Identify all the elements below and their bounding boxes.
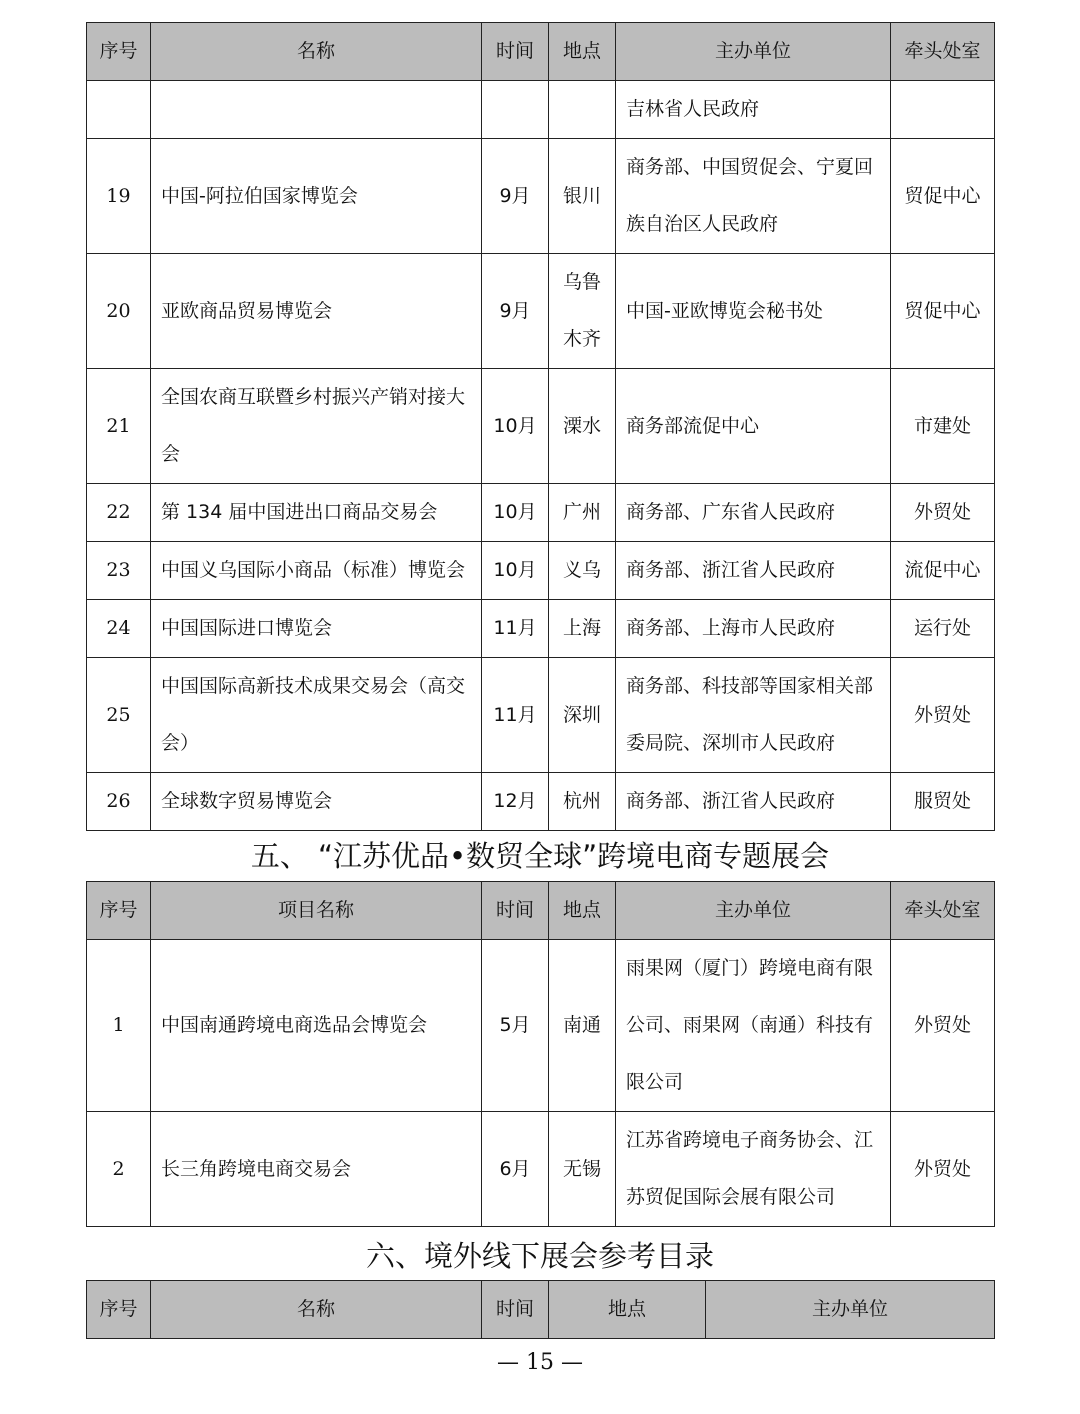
table-row [87, 658, 995, 773]
cell-host: 商务部、浙江省人民政府 [616, 773, 891, 831]
header-time: 时间 [482, 1281, 549, 1339]
table-row [87, 484, 995, 542]
overseas-exhibition-table [86, 1280, 995, 1339]
cell-name: 中国国际进口博览会 [151, 600, 482, 658]
cell-lead: 市建处 [891, 369, 995, 484]
cell-lead: 外贸处 [891, 940, 995, 1112]
cell-place: 杭州 [549, 773, 616, 831]
cell-place: 广州 [549, 484, 616, 542]
cell-place: 银川 [549, 139, 616, 254]
cell-name: 中国南通跨境电商选品会博览会 [151, 940, 482, 1112]
cell-time: 10月 [482, 484, 549, 542]
cell-no: 20 [87, 254, 151, 369]
cell-host: 江苏省跨境电子商务协会、江苏贸促国际会展有限公司 [616, 1112, 891, 1227]
cell-time: 9月 [482, 139, 549, 254]
cell-name: 中国国际高新技术成果交易会（高交会） [151, 658, 482, 773]
header-host: 主办单位 [616, 23, 891, 81]
cross-border-ecommerce-table [86, 881, 995, 1227]
header-host: 主办单位 [706, 1281, 995, 1339]
table-row [87, 1112, 995, 1227]
cell-host: 商务部、浙江省人民政府 [616, 542, 891, 600]
cell-no: 2 [87, 1112, 151, 1227]
cell-no: 26 [87, 773, 151, 831]
table-header-row [87, 1281, 995, 1339]
cell-host: 商务部、广东省人民政府 [616, 484, 891, 542]
table-row [87, 542, 995, 600]
cell-host: 商务部、中国贸促会、宁夏回族自治区人民政府 [616, 139, 891, 254]
cell-place: 义乌 [549, 542, 616, 600]
cell-time: 5月 [482, 940, 549, 1112]
cell-place: 深圳 [549, 658, 616, 773]
header-time: 时间 [482, 882, 549, 940]
cell-lead: 运行处 [891, 600, 995, 658]
table-row [87, 600, 995, 658]
table-row [87, 940, 995, 1112]
cell-time: 11月 [482, 658, 549, 773]
table-row [87, 773, 995, 831]
cell-lead: 外贸处 [891, 658, 995, 773]
cell-host: 商务部、上海市人民政府 [616, 600, 891, 658]
cell-time: 12月 [482, 773, 549, 831]
header-place: 地点 [549, 882, 616, 940]
header-name: 名称 [151, 1281, 482, 1339]
header-no: 序号 [87, 882, 151, 940]
cell-host: 吉林省人民政府 [616, 81, 891, 139]
cell-no: 24 [87, 600, 151, 658]
cell-no: 25 [87, 658, 151, 773]
cell-host: 商务部、科技部等国家相关部委局院、深圳市人民政府 [616, 658, 891, 773]
cell-name: 第 134 届中国进出口商品交易会 [151, 484, 482, 542]
cell-no: 22 [87, 484, 151, 542]
cell-host: 商务部流促中心 [616, 369, 891, 484]
header-name: 项目名称 [151, 882, 482, 940]
cell-lead: 贸促中心 [891, 254, 995, 369]
cell-time: 11月 [482, 600, 549, 658]
page-number: — 15 — [497, 1350, 583, 1375]
section-6-title: 六、境外线下展会参考目录 [365, 1239, 714, 1273]
cell-lead: 流促中心 [891, 542, 995, 600]
header-place: 地点 [549, 1281, 706, 1339]
header-place: 地点 [549, 23, 616, 81]
cell-place: 上海 [549, 600, 616, 658]
header-no: 序号 [87, 23, 151, 81]
cell-name: 长三角跨境电商交易会 [151, 1112, 482, 1227]
cell-time: 9月 [482, 254, 549, 369]
cell-no: 21 [87, 369, 151, 484]
cell-no: 19 [87, 139, 151, 254]
cell-place: 溧水 [549, 369, 616, 484]
cell-host: 雨果网（厦门）跨境电商有限公司、雨果网（南通）科技有限公司 [616, 940, 891, 1112]
cell-lead: 外贸处 [891, 1112, 995, 1227]
cell-name: 中国-阿拉伯国家博览会 [151, 139, 482, 254]
cell-time: 10月 [482, 369, 549, 484]
header-host: 主办单位 [616, 882, 891, 940]
cell-name: 中国义乌国际小商品（标准）博览会 [151, 542, 482, 600]
cell-no: 1 [87, 940, 151, 1112]
table-row [87, 369, 995, 484]
cell-time: 10月 [482, 542, 549, 600]
table-header-row [87, 882, 995, 940]
section-5-title: 五、 “江苏优品•数贸全球”跨境电商专题展会 [250, 839, 830, 873]
header-time: 时间 [482, 23, 549, 81]
header-no: 序号 [87, 1281, 151, 1339]
table-row [87, 81, 995, 139]
cell-lead: 服贸处 [891, 773, 995, 831]
exhibition-table-continued [86, 22, 995, 831]
cell-host: 中国-亚欧博览会秘书处 [616, 254, 891, 369]
table-row [87, 139, 995, 254]
header-name: 名称 [151, 23, 482, 81]
cell-time: 6月 [482, 1112, 549, 1227]
table-header-row [87, 23, 995, 81]
cell-place: 无锡 [549, 1112, 616, 1227]
cell-place: 南通 [549, 940, 616, 1112]
cell-no: 23 [87, 542, 151, 600]
cell-lead: 外贸处 [891, 484, 995, 542]
header-lead: 牵头处室 [891, 23, 995, 81]
cell-name: 全球数字贸易博览会 [151, 773, 482, 831]
cell-name: 亚欧商品贸易博览会 [151, 254, 482, 369]
cell-place: 乌鲁木齐 [549, 254, 616, 369]
cell-lead: 贸促中心 [891, 139, 995, 254]
cell-name: 全国农商互联暨乡村振兴产销对接大会 [151, 369, 482, 484]
table-row [87, 254, 995, 369]
header-lead: 牵头处室 [891, 882, 995, 940]
